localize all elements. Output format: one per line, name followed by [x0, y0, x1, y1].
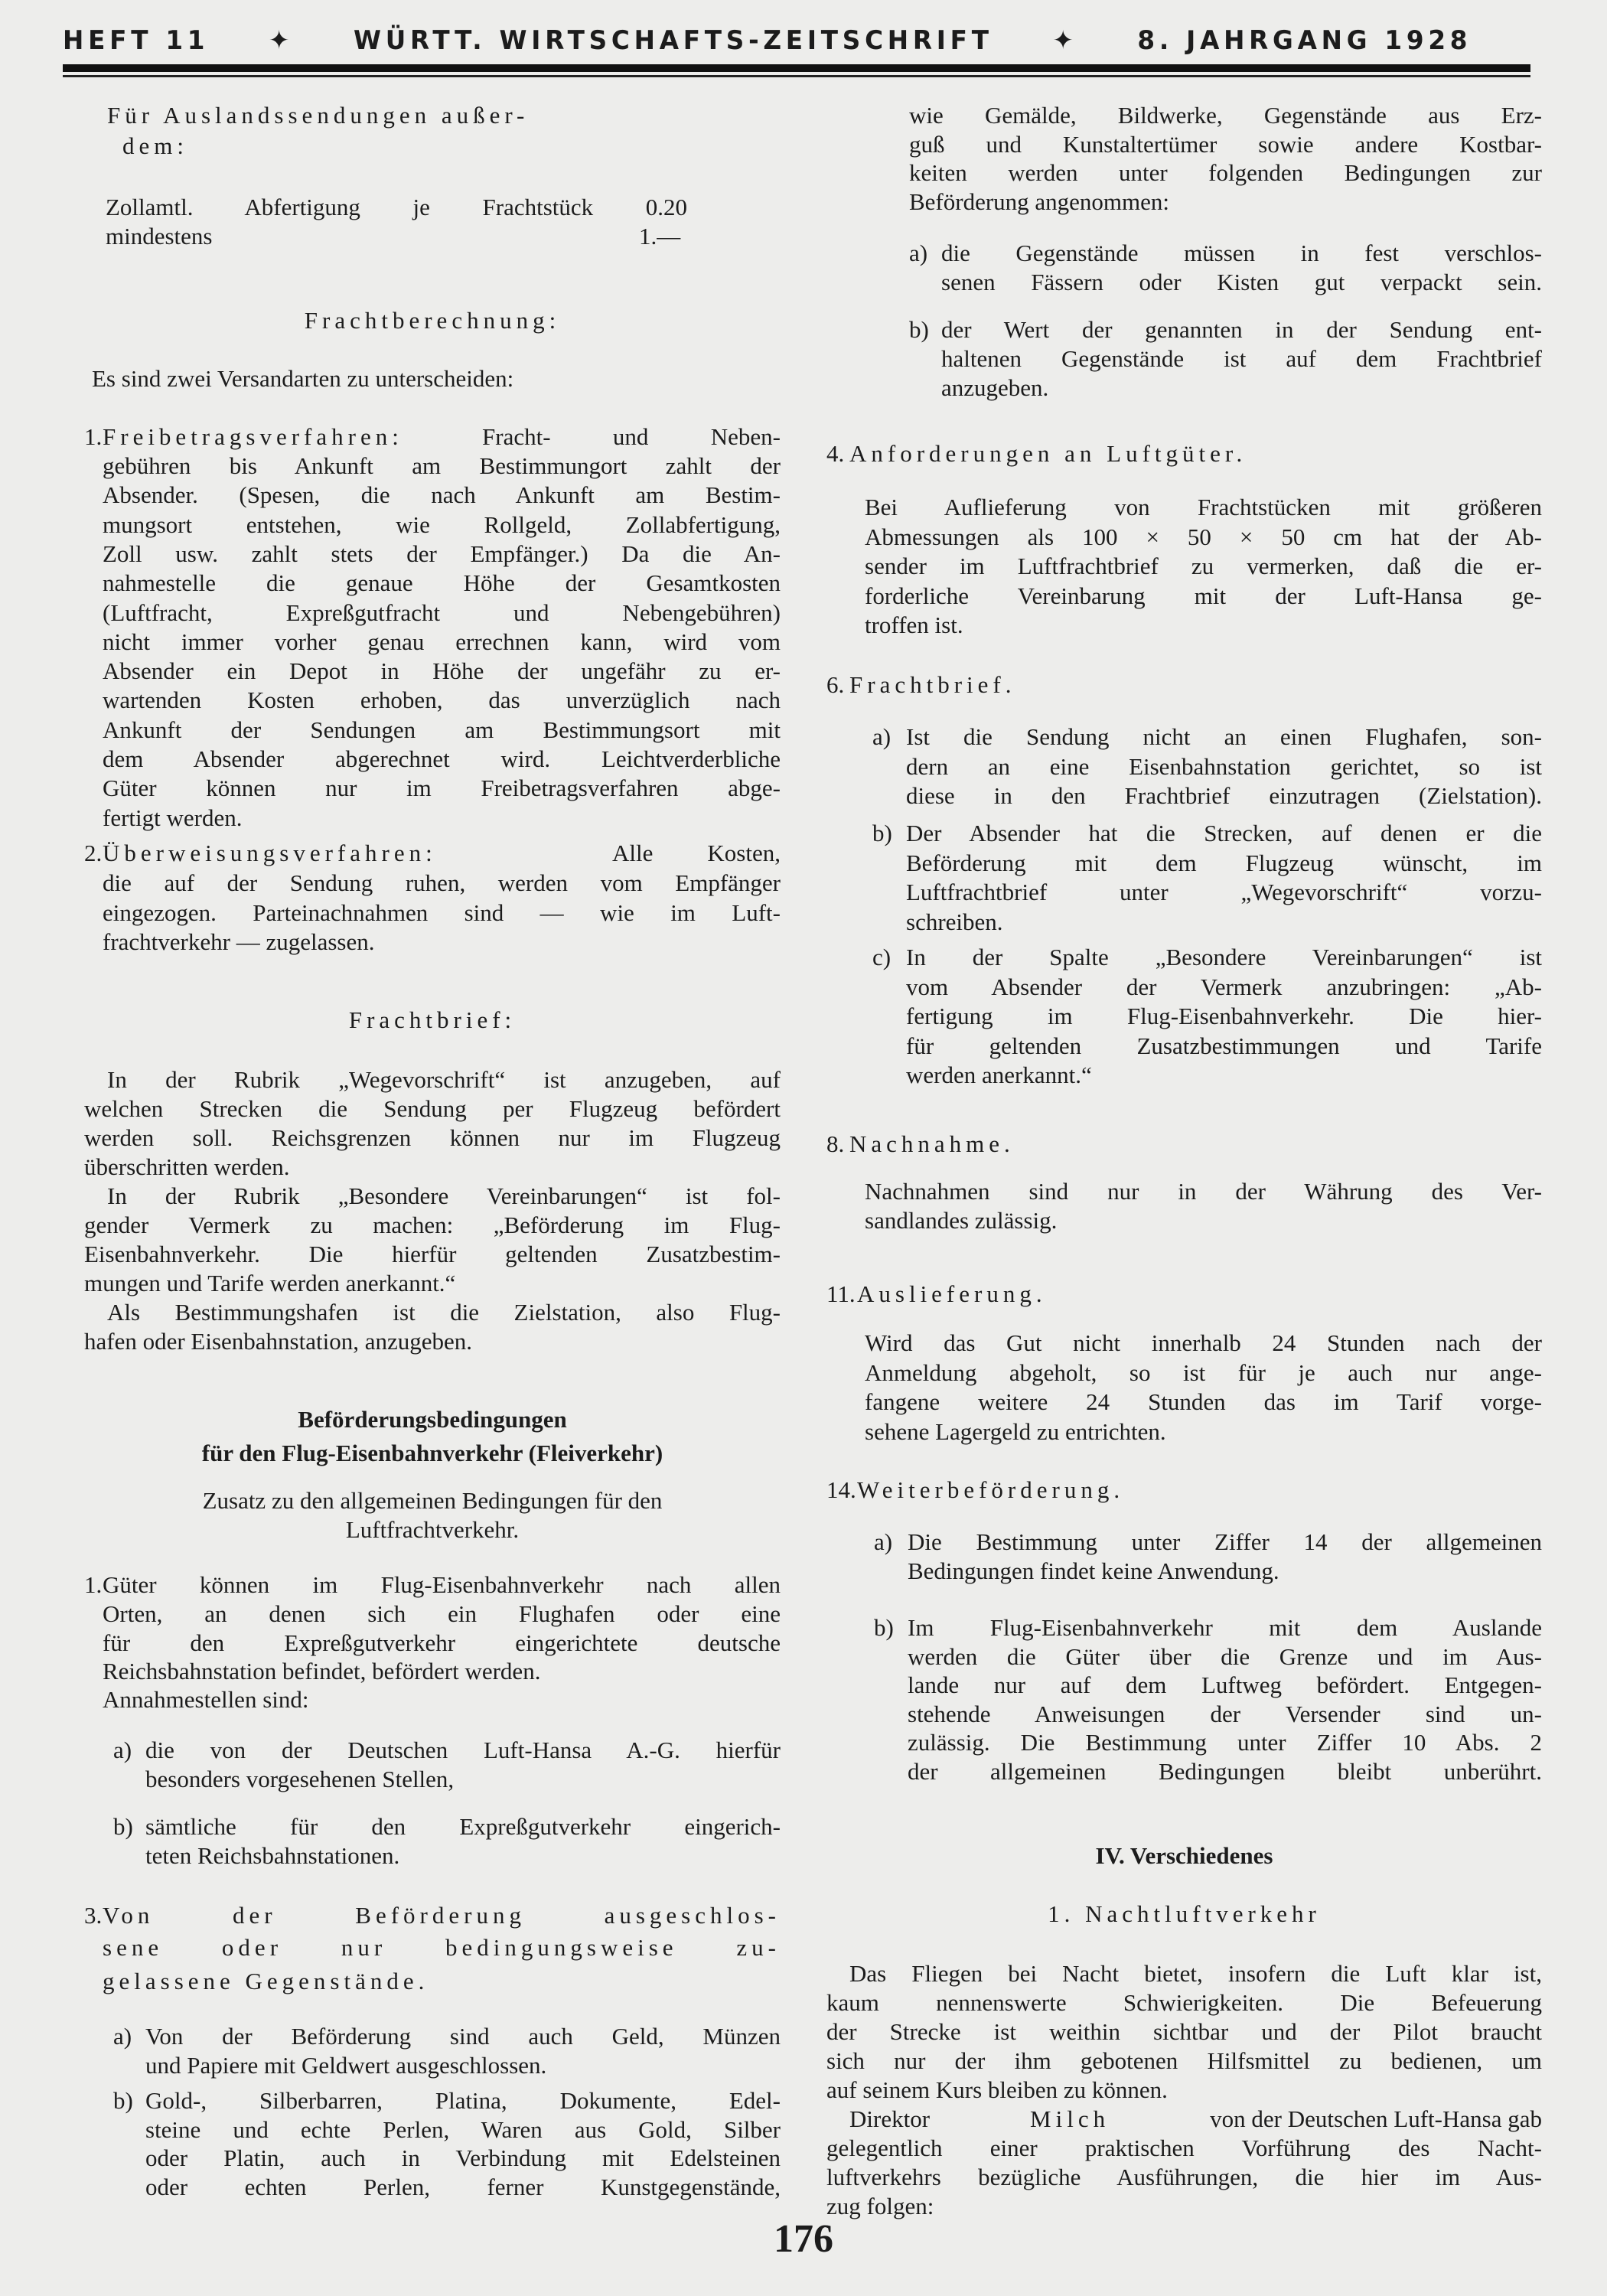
- text-line: mungsort entstehen, wie Rollgeld, Zollabfertigung,: [103, 510, 781, 538]
- separator-ornament: ✦: [269, 25, 295, 56]
- text-line: Die Bestimmung unter Ziffer 14 der allgemeinen: [908, 1528, 1542, 1555]
- text-line: kaum nennenswerte Schwierigkeiten. Die Befeuerung: [826, 1989, 1542, 2016]
- item-term: Freibetragsverfahren:: [103, 423, 403, 450]
- text-line: In der Rubrik „Wegevorschrift“ ist anzugeben, auf: [107, 1066, 781, 1093]
- text-line: anzugeben.: [941, 374, 1049, 401]
- text-line: Anmeldung abgeholt, so ist für je auch nur ange-: [865, 1358, 1542, 1386]
- item-number: 1.: [84, 1571, 103, 1598]
- foreign-shipments-label: Für Auslandssendungen außer-: [107, 102, 530, 129]
- text-line: eingezogen. Parteinachnahmen sind — wie im Luft-: [103, 899, 781, 926]
- section-heading: Frachtbrief:: [348, 1006, 517, 1033]
- text-line: mungen und Tarife werden anerkannt.“: [84, 1270, 456, 1296]
- text-line: für den Expreßgutverkehr eingerichtete deutsche: [103, 1629, 781, 1656]
- text-line: der Wert der genannten in der Sendung ent-: [941, 316, 1542, 343]
- text-line: Luftfrachtbrief unter „Wegevorschrift“ vorzu-: [906, 879, 1542, 905]
- text-line: luftverkehrs bezügliche Ausführungen, die hier im Aus-: [826, 2164, 1542, 2190]
- text-line: sender im Luftfrachtbrief zu vermerken, daß die er-: [865, 553, 1542, 579]
- issue-label: HEFT 11: [63, 25, 210, 56]
- foreign-shipments-label: dem:: [122, 132, 188, 159]
- text-line: Bedingungen findet keine Anwendung.: [908, 1557, 1279, 1584]
- volume-label: 8. JAHRGANG 1928: [1137, 25, 1472, 56]
- text-fragment: von der Deutschen Luft-Hansa gab: [1210, 2105, 1542, 2132]
- text-line: Ankunft der Sendungen am Bestimmungsort mit: [103, 716, 781, 743]
- item-number: 1.: [84, 423, 103, 450]
- text-line: der allgemeinen Bedingungen bleibt unberührt.: [908, 1757, 1542, 1785]
- subitem-label: a): [113, 2023, 132, 2050]
- text-line: gebühren bis Ankunft am Bestimmungort zahlt der: [103, 452, 781, 479]
- text-line: fertigung im Flug-Eisenbahnverkehr. Die hier-: [906, 1003, 1542, 1029]
- text-line: hafen oder Eisenbahnstation, anzugeben.: [84, 1328, 473, 1355]
- text-line: In der Spalte „Besondere Vereinbarungen“ ist: [906, 944, 1542, 970]
- subitem-label: a): [113, 1737, 132, 1763]
- subsection-heading: 1. Nachtluftverkehr: [1048, 1900, 1321, 1927]
- text-line: Nachnahmen sind nur in der Währung des Ver-: [865, 1178, 1542, 1205]
- text-line: Das Fliegen bei Nacht bietet, insofern die Luft klar ist,: [849, 1960, 1542, 1987]
- text-line: stehende Anweisungen der Versender sind un-: [908, 1700, 1542, 1727]
- separator-ornament: ✦: [1052, 25, 1078, 56]
- text-line: werden anerkannt.“: [906, 1062, 1092, 1088]
- intro-text: Es sind zwei Versandarten zu unterscheiden:: [92, 365, 514, 392]
- text-line: diese in den Frachtbrief einzutragen (Zielstation).: [906, 782, 1542, 809]
- journal-title: WÜRTT. WIRTSCHAFTS-ZEITSCHRIFT: [353, 25, 993, 56]
- text-line: fertigt werden.: [103, 804, 243, 831]
- item-term: Überweisungsverfahren:: [103, 840, 437, 866]
- minimum-value: 1.—: [639, 223, 681, 249]
- conditions-heading: Beförderungsbedingungen: [298, 1406, 567, 1433]
- item-term: Weiterbeförderung.: [857, 1476, 1125, 1503]
- text-line: troffen ist.: [865, 612, 963, 638]
- text-line: Beförderung mit dem Flugzeug wünscht, im: [906, 849, 1542, 876]
- text-line: Bei Auflieferung von Frachtstücken mit größeren: [865, 494, 1542, 520]
- text-line: Abmessungen als 100 × 50 × 50 cm hat der Ab-: [865, 523, 1542, 550]
- conditions-subheading: Luftfrachtverkehr.: [345, 1516, 520, 1543]
- text-line: sämtliche für den Expreßgutverkehr eingerich-: [145, 1813, 781, 1840]
- text-line: senen Fässern oder Kisten gut verpackt sein.: [941, 269, 1542, 295]
- text-line: (Luftfracht, Expreßgutfracht und Nebengebühren): [103, 598, 781, 626]
- text-line: Fracht- und Neben-: [482, 423, 781, 450]
- subitem-label: b): [872, 820, 892, 846]
- item-number: 8.: [826, 1130, 845, 1157]
- text-line: werden soll. Reichsgrenzen können nur im Flugzeug: [84, 1124, 781, 1151]
- text-line: Der Absender hat die Strecken, auf denen er die: [906, 820, 1542, 846]
- text-line: dern an eine Eisenbahnstation gerichtet, so ist: [906, 752, 1542, 780]
- text-line: sandlandes zulässig.: [865, 1207, 1058, 1234]
- text-line: frachtverkehr — zugelassen.: [103, 928, 375, 955]
- text-line: wie Gemälde, Bildwerke, Gegenstände aus Erz-: [909, 102, 1542, 129]
- item-number: 14.: [826, 1476, 856, 1503]
- subitem-label: b): [113, 2087, 133, 2114]
- text-line: die auf der Sendung ruhen, werden vom Empfänger: [103, 869, 781, 896]
- conditions-heading: für den Flug-Eisenbahnverkehr (Fleiverkehr): [201, 1440, 663, 1466]
- text-line: Annahmestellen sind:: [103, 1686, 309, 1713]
- text-line: werden die Güter über die Grenze und im Aus-: [908, 1642, 1542, 1670]
- item-term: Auslieferung.: [857, 1280, 1047, 1307]
- text-line: Wird das Gut nicht innerhalb 24 Stunden nach der: [865, 1329, 1542, 1356]
- text-line: guß und Kunstaltertümer sowie andere Kostbar-: [909, 130, 1542, 158]
- text-line: oder Platin, auch in Verbindung mit Edelsteinen: [145, 2144, 781, 2171]
- text-line: haltenen Gegenstände ist auf dem Frachtbrief: [941, 345, 1542, 372]
- text-line: Güter können im Flug-Eisenbahnverkehr nach allen: [103, 1571, 781, 1598]
- text-line: Beförderung angenommen:: [909, 188, 1170, 215]
- section-heading: IV. Verschiedenes: [1095, 1842, 1273, 1869]
- text-fragment: Direktor: [849, 2105, 931, 2132]
- text-line: auf seinem Kurs bleiben zu können.: [826, 2076, 1168, 2103]
- text-line: oder echten Perlen, ferner Kunstgegenstände,: [145, 2173, 781, 2200]
- text-line: sich nur der ihm gebotenen Hilfsmittel zu bedienen, um: [826, 2047, 1542, 2074]
- text-line: vom Absender der Vermerk anzubringen: „Ab-: [906, 973, 1542, 1000]
- text-line: wartenden Kosten erhoben, das unverzüglich nach: [103, 687, 781, 714]
- text-line: Reichsbahnstation befindet, befördert werden.: [103, 1658, 541, 1684]
- item-term: Frachtbrief.: [849, 671, 1016, 698]
- item-term: Von der Beförderung ausgeschlos-: [103, 1902, 781, 1929]
- milch-line: [849, 2105, 1542, 2134]
- subitem-label: c): [872, 944, 892, 970]
- text-line: teten Reichsbahnstationen.: [145, 1842, 400, 1869]
- item-term: sene oder nur bedingungsweise zu-: [103, 1934, 781, 1961]
- text-line: Alle Kosten,: [612, 840, 781, 866]
- text-line: Ist die Sendung nicht an einen Flughafen, son-: [906, 723, 1542, 750]
- subitem-label: b): [874, 1614, 894, 1641]
- running-head: [63, 23, 1472, 58]
- text-line: gender Vermerk zu machen: „Beförderung im Flug-: [84, 1212, 781, 1238]
- item-number: 3.: [84, 1902, 103, 1929]
- text-line: die Gegenstände müssen in fest verschlos-: [941, 240, 1542, 266]
- header-rule-thick: [63, 64, 1530, 72]
- text-line: Absender ein Depot in Höhe der ungefähr zu er-: [103, 657, 781, 685]
- item-number: 4.: [826, 440, 845, 467]
- text-line: und Papiere mit Geldwert ausgeschlossen.: [145, 2052, 547, 2079]
- minimum-label: mindestens: [106, 223, 213, 249]
- text-line: Eisenbahnverkehr. Die hierfür geltenden Zusatzbestim-: [84, 1241, 781, 1267]
- item-term: Anforderungen an Luftgüter.: [849, 440, 1247, 467]
- text-line: welchen Strecken die Sendung per Flugzeug befördert: [84, 1095, 781, 1122]
- text-line: besonders vorgesehenen Stellen,: [145, 1766, 455, 1792]
- text-line: Von der Beförderung sind auch Geld, Münzen: [145, 2023, 781, 2050]
- text-line: Als Bestimmungshafen ist die Zielstation, also Flug-: [107, 1299, 781, 1326]
- item-number: 2.: [84, 840, 103, 866]
- text-line: die von der Deutschen Luft-Hansa A.-G. hierfür: [145, 1737, 781, 1763]
- subitem-label: a): [874, 1528, 893, 1555]
- header-rule-thin: [63, 75, 1530, 77]
- text-line: Güter können nur im Freibetragsverfahren abge-: [103, 775, 781, 802]
- subitem-label: a): [872, 723, 892, 750]
- text-line: Im Flug-Eisenbahnverkehr mit dem Auslande: [908, 1614, 1542, 1641]
- item-number: 11.: [826, 1280, 856, 1307]
- text-line: lande nur auf dem Luftweg befördert. Entgegen-: [908, 1671, 1542, 1698]
- text-line: fangene weitere 24 Stunden das im Tarif vorge-: [865, 1388, 1542, 1415]
- subitem-label: b): [113, 1813, 133, 1840]
- text-line: überschritten werden.: [84, 1153, 290, 1180]
- text-line: nicht immer vorher genau errechnen kann, wird vom: [103, 628, 781, 655]
- text-line: Absender. (Spesen, die nach Ankunft am Bestim-: [103, 481, 781, 509]
- subitem-label: a): [909, 240, 928, 266]
- text-line: Zoll usw. zahlt stets der Empfänger.) Da die An-: [103, 540, 781, 567]
- conditions-subheading: Zusatz zu den allgemeinen Bedingungen für den: [202, 1487, 663, 1514]
- text-line: dem Absender abgerechnet wird. Leichtverderbliche: [103, 745, 781, 772]
- person-name: Milch: [1030, 2105, 1110, 2132]
- text-line: In der Rubrik „Besondere Vereinbarungen“ ist fol-: [107, 1182, 781, 1209]
- text-line: Gold-, Silberbarren, Platina, Dokumente, Edel-: [145, 2087, 781, 2114]
- text-line: für geltenden Zusatzbestimmungen und Tarife: [906, 1032, 1542, 1059]
- item-number: 6.: [826, 671, 845, 698]
- text-line: gelegentlich einer praktischen Vorführung des Nacht-: [826, 2135, 1542, 2161]
- item-term: gelassene Gegenstände.: [103, 1968, 429, 1994]
- text-line: sehene Lagergeld zu entrichten.: [865, 1417, 1166, 1445]
- subitem-label: b): [909, 316, 929, 343]
- text-line: zug folgen:: [826, 2193, 934, 2219]
- text-line: der Strecke ist weithin sichtbar und der Pilot braucht: [826, 2018, 1542, 2045]
- text-line: nahmestelle die genaue Höhe der Gesamtkosten: [103, 569, 781, 597]
- text-line: steine und echte Perlen, Waren aus Gold, Silber: [145, 2115, 781, 2143]
- text-line: forderliche Vereinbarung mit der Luft-Hansa ge-: [865, 582, 1542, 609]
- text-line: schreiben.: [906, 908, 1003, 935]
- page-number: 176: [774, 2217, 833, 2261]
- item-term: Nachnahme.: [849, 1130, 1015, 1157]
- text-line: zulässig. Die Bestimmung unter Ziffer 10 Abs. 2: [908, 1729, 1542, 1756]
- customs-fee-line: Zollamtl. Abfertigung je Frachtstück 0.20: [106, 194, 687, 220]
- text-line: Orten, an denen sich ein Flughafen oder eine: [103, 1600, 781, 1627]
- text-line: keiten werden unter folgenden Bedingungen zur: [909, 159, 1542, 186]
- section-heading: Frachtberechnung:: [304, 307, 561, 334]
